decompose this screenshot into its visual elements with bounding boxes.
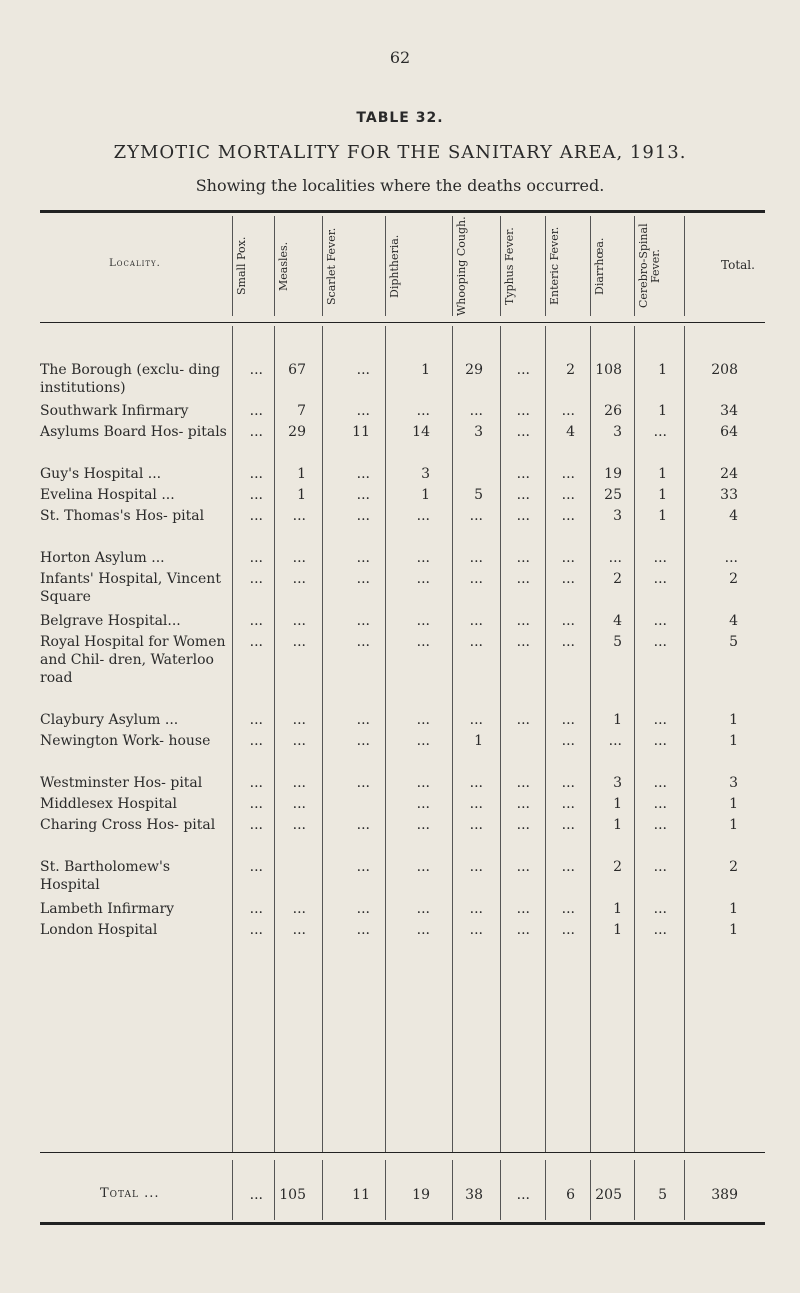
table-cell: ... — [469, 775, 483, 791]
table-cell: ... — [249, 508, 263, 524]
column-header-total: Total. — [721, 258, 755, 272]
table-cell: 1 — [658, 487, 667, 503]
column-divider — [500, 326, 501, 1152]
table-cell: ... — [469, 613, 483, 629]
table-cell: 2 — [566, 362, 575, 378]
total-cell: 38 — [465, 1187, 483, 1203]
total-cell: 105 — [279, 1187, 306, 1203]
table-cell: ... — [249, 712, 263, 728]
table-cell: ... — [249, 733, 263, 749]
table-cell: ... — [292, 796, 306, 812]
locality-header: Locality. — [109, 258, 161, 269]
table-cell: ... — [608, 733, 622, 749]
table-cell: ... — [356, 466, 370, 482]
table-cell: 1 — [729, 922, 738, 938]
table-cell: 3 — [613, 508, 622, 524]
table-cell: 5 — [729, 634, 738, 650]
table-cell: 3 — [729, 775, 738, 791]
table-cell: 4 — [729, 508, 738, 524]
table-cell: ... — [249, 901, 263, 917]
table-cell: 24 — [720, 466, 738, 482]
column-divider — [634, 216, 635, 316]
table-cell: ... — [469, 796, 483, 812]
table-cell: ... — [516, 508, 530, 524]
table-cell: ... — [416, 550, 430, 566]
table-cell: ... — [653, 922, 667, 938]
column-header: Whooping Cough. — [455, 216, 468, 316]
table-cell: ... — [561, 403, 575, 419]
table-cell: ... — [608, 550, 622, 566]
table-cell: 4 — [566, 424, 575, 440]
table-cell: 5 — [613, 634, 622, 650]
column-divider — [590, 216, 591, 316]
table-cell: 29 — [288, 424, 306, 440]
locality-name: Westminster Hos- pital — [40, 775, 203, 791]
table-cell: ... — [561, 817, 575, 833]
locality-name: Royal Hospital for Women and Chil- dren, Waterloo road — [40, 634, 226, 686]
table-cell: ... — [356, 859, 370, 875]
table-cell: 1 — [658, 466, 667, 482]
table-cell: 2 — [729, 571, 738, 587]
table-cell: 5 — [474, 487, 483, 503]
table-cell: ... — [516, 901, 530, 917]
table-cell: ... — [469, 859, 483, 875]
locality-name: The Borough (exclu- ding institutions) — [40, 362, 220, 396]
table-cell: ... — [653, 550, 667, 566]
column-divider — [684, 216, 685, 316]
table-cell: ... — [292, 550, 306, 566]
table-cell: ... — [416, 571, 430, 587]
table-cell: 34 — [720, 403, 738, 419]
total-row-rule — [40, 1152, 765, 1153]
locality-name: London Hospital — [40, 922, 158, 938]
table-cell: 3 — [421, 466, 430, 482]
page-title: ZYMOTIC MORTALITY FOR THE SANITARY AREA, 1913. — [113, 142, 687, 163]
table-cell: 2 — [613, 859, 622, 875]
table-cell: 19 — [604, 466, 622, 482]
table-cell: ... — [561, 550, 575, 566]
table-cell: 1 — [613, 712, 622, 728]
table-cell: 1 — [421, 487, 430, 503]
table-cell: ... — [653, 571, 667, 587]
table-cell: ... — [356, 403, 370, 419]
table-cell: 1 — [421, 362, 430, 378]
table-cell: 1 — [297, 487, 306, 503]
table-cell: ... — [416, 775, 430, 791]
table-cell: ... — [516, 613, 530, 629]
column-divider — [684, 326, 685, 1152]
table-cell: ... — [356, 571, 370, 587]
total-cell: 11 — [352, 1187, 370, 1203]
table-label: TABLE 32. — [356, 110, 444, 126]
table-cell: 1 — [658, 403, 667, 419]
column-divider — [322, 326, 323, 1152]
table-cell: ... — [469, 922, 483, 938]
table-cell: ... — [249, 466, 263, 482]
table-cell: ... — [469, 817, 483, 833]
table-cell: ... — [356, 634, 370, 650]
column-header: Typhus Fever. — [503, 227, 516, 305]
table-cell: 3 — [474, 424, 483, 440]
table-cell: ... — [653, 817, 667, 833]
table-cell: ... — [653, 613, 667, 629]
table-cell: ... — [356, 712, 370, 728]
table-bottom-rule — [40, 1222, 765, 1225]
table-cell: ... — [416, 403, 430, 419]
total-cell: ... — [249, 1187, 263, 1203]
table-cell: ... — [653, 712, 667, 728]
column-header: Scarlet Fever. — [325, 227, 338, 305]
column-header: Measles. — [277, 241, 290, 291]
column-divider — [452, 216, 453, 316]
table-cell: ... — [249, 613, 263, 629]
table-cell: ... — [416, 817, 430, 833]
column-divider — [385, 1160, 386, 1220]
table-cell: 1 — [474, 733, 483, 749]
table-cell: ... — [292, 634, 306, 650]
table-cell: ... — [653, 634, 667, 650]
table-cell: ... — [249, 817, 263, 833]
table-cell: ... — [292, 817, 306, 833]
table-cell: 14 — [412, 424, 430, 440]
table-cell: 1 — [729, 901, 738, 917]
table-cell: 33 — [720, 487, 738, 503]
locality-name: Claybury Asylum ... — [40, 712, 179, 728]
table-cell: 1 — [613, 796, 622, 812]
table-cell: 11 — [352, 424, 370, 440]
table-cell: ... — [561, 508, 575, 524]
table-cell: ... — [516, 550, 530, 566]
locality-name: St. Bartholomew's Hospital — [40, 859, 170, 893]
table-cell: 1 — [613, 901, 622, 917]
column-header: Small Pox. — [235, 236, 248, 296]
table-cell: ... — [416, 733, 430, 749]
table-cell: ... — [516, 487, 530, 503]
table-cell: 64 — [720, 424, 738, 440]
locality-name: St. Thomas's Hos- pital — [40, 508, 205, 524]
table-cell: ... — [292, 922, 306, 938]
column-divider — [385, 326, 386, 1152]
table-cell: ... — [516, 424, 530, 440]
table-cell: ... — [416, 712, 430, 728]
table-cell: ... — [356, 733, 370, 749]
table-cell: ... — [416, 508, 430, 524]
table-cell: ... — [292, 775, 306, 791]
table-cell: 4 — [613, 613, 622, 629]
locality-name: Infants' Hospital, Vincent Square — [40, 571, 221, 605]
table-cell: 1 — [613, 817, 622, 833]
total-cell: 5 — [658, 1187, 667, 1203]
table-cell: ... — [561, 571, 575, 587]
table-cell: ... — [653, 796, 667, 812]
table-cell: ... — [469, 901, 483, 917]
table-cell: ... — [653, 424, 667, 440]
table-cell: ... — [469, 550, 483, 566]
column-divider — [274, 216, 275, 316]
table-cell: ... — [653, 859, 667, 875]
table-cell: ... — [516, 712, 530, 728]
table-cell: ... — [561, 613, 575, 629]
table-cell: ... — [416, 634, 430, 650]
table-cell: ... — [292, 613, 306, 629]
table-cell: 26 — [604, 403, 622, 419]
table-cell: 1 — [297, 466, 306, 482]
table-cell: 67 — [288, 362, 306, 378]
table-cell: 2 — [729, 859, 738, 875]
table-cell: 25 — [604, 487, 622, 503]
table-cell: ... — [249, 362, 263, 378]
table-cell: ... — [516, 634, 530, 650]
table-cell: ... — [292, 733, 306, 749]
table-cell: 3 — [613, 775, 622, 791]
table-cell: ... — [249, 775, 263, 791]
column-divider — [232, 216, 233, 316]
table-cell: ... — [561, 712, 575, 728]
table-cell: ... — [416, 922, 430, 938]
table-cell: ... — [516, 796, 530, 812]
table-cell: ... — [416, 796, 430, 812]
table-cell: ... — [653, 733, 667, 749]
locality-name: Evelina Hospital ... — [40, 487, 175, 503]
locality-name: Horton Asylum ... — [40, 550, 165, 566]
table-cell: ... — [561, 775, 575, 791]
table-cell: ... — [356, 362, 370, 378]
table-cell: ... — [249, 424, 263, 440]
table-cell: ... — [469, 571, 483, 587]
table-cell: ... — [356, 901, 370, 917]
subtitle: Showing the localities where the deaths occurred. — [195, 176, 605, 195]
table-cell: ... — [561, 859, 575, 875]
table-cell: ... — [292, 901, 306, 917]
table-cell: ... — [249, 796, 263, 812]
column-divider — [545, 216, 546, 316]
column-header: Diarrhœa. — [593, 237, 606, 295]
table-cell: 1 — [613, 922, 622, 938]
column-divider — [322, 1160, 323, 1220]
table-cell: ... — [561, 901, 575, 917]
locality-name: Newington Work- house — [40, 733, 211, 749]
table-cell: ... — [249, 634, 263, 650]
table-cell: ... — [416, 613, 430, 629]
total-cell: 205 — [595, 1187, 622, 1203]
total-label: Total ... — [100, 1186, 160, 1201]
page-number: 62 — [389, 48, 411, 67]
table-cell: ... — [249, 403, 263, 419]
table-cell: ... — [292, 508, 306, 524]
table-cell: ... — [516, 922, 530, 938]
table-cell: ... — [469, 508, 483, 524]
table-cell: ... — [249, 550, 263, 566]
locality-name: Charing Cross Hos- pital — [40, 817, 216, 833]
table-cell: ... — [469, 712, 483, 728]
table-cell: 1 — [658, 362, 667, 378]
table-cell: ... — [356, 550, 370, 566]
locality-name: Asylums Board Hos- pitals — [40, 424, 227, 440]
table-cell: ... — [469, 634, 483, 650]
column-divider — [322, 216, 323, 316]
table-cell: ... — [249, 487, 263, 503]
table-cell: 3 — [613, 424, 622, 440]
table-cell: ... — [516, 859, 530, 875]
table-cell: 1 — [729, 817, 738, 833]
table-cell: 1 — [729, 796, 738, 812]
locality-name: Lambeth Infirmary — [40, 901, 175, 917]
locality-name: Middlesex Hospital — [40, 796, 178, 812]
table-cell: ... — [516, 403, 530, 419]
header-bottom-rule — [40, 322, 765, 323]
column-divider — [684, 1160, 685, 1220]
table-cell: 4 — [729, 613, 738, 629]
table-cell: ... — [561, 466, 575, 482]
locality-name: Belgrave Hospital... — [40, 613, 181, 629]
table-cell: ... — [653, 901, 667, 917]
locality-name: Guy's Hospital ... — [40, 466, 162, 482]
total-cell: ... — [516, 1187, 530, 1203]
table-cell: ... — [653, 775, 667, 791]
table-cell: ... — [561, 922, 575, 938]
table-cell: ... — [561, 487, 575, 503]
table-cell: ... — [724, 550, 738, 566]
table-top-rule — [40, 210, 765, 213]
table-cell: ... — [249, 922, 263, 938]
total-cell: 389 — [711, 1187, 738, 1203]
table-cell: ... — [416, 901, 430, 917]
table-cell: ... — [292, 712, 306, 728]
table-cell: ... — [516, 466, 530, 482]
table-cell: 1 — [729, 733, 738, 749]
column-divider — [385, 216, 386, 316]
column-divider — [500, 216, 501, 316]
table-cell: ... — [356, 922, 370, 938]
total-cell: 6 — [566, 1187, 575, 1203]
table-cell: 2 — [613, 571, 622, 587]
table-cell: 1 — [729, 712, 738, 728]
table-cell: ... — [516, 817, 530, 833]
table-cell: ... — [356, 613, 370, 629]
table-cell: ... — [356, 487, 370, 503]
table-cell: ... — [356, 775, 370, 791]
table-cell: ... — [469, 403, 483, 419]
locality-name: Southwark Infirmary — [40, 403, 189, 419]
table-cell: 7 — [297, 403, 306, 419]
table-cell: ... — [516, 362, 530, 378]
table-cell: ... — [356, 508, 370, 524]
table-cell: ... — [356, 817, 370, 833]
table-cell: 1 — [658, 508, 667, 524]
table-cell: ... — [416, 859, 430, 875]
table-cell: ... — [561, 733, 575, 749]
table-cell: 29 — [465, 362, 483, 378]
table-cell: ... — [249, 859, 263, 875]
table-cell: ... — [516, 775, 530, 791]
table-cell: ... — [561, 796, 575, 812]
total-cell: 19 — [412, 1187, 430, 1203]
column-header: Enteric Fever. — [548, 226, 561, 306]
table-cell: ... — [561, 634, 575, 650]
table-cell: ... — [249, 571, 263, 587]
table-cell: 108 — [595, 362, 622, 378]
table-cell: 208 — [711, 362, 738, 378]
column-header: Diphtheria. — [388, 234, 401, 298]
column-header: Cerebro-Spinal Fever. — [637, 223, 662, 309]
table-cell: ... — [516, 571, 530, 587]
table-cell: ... — [292, 571, 306, 587]
